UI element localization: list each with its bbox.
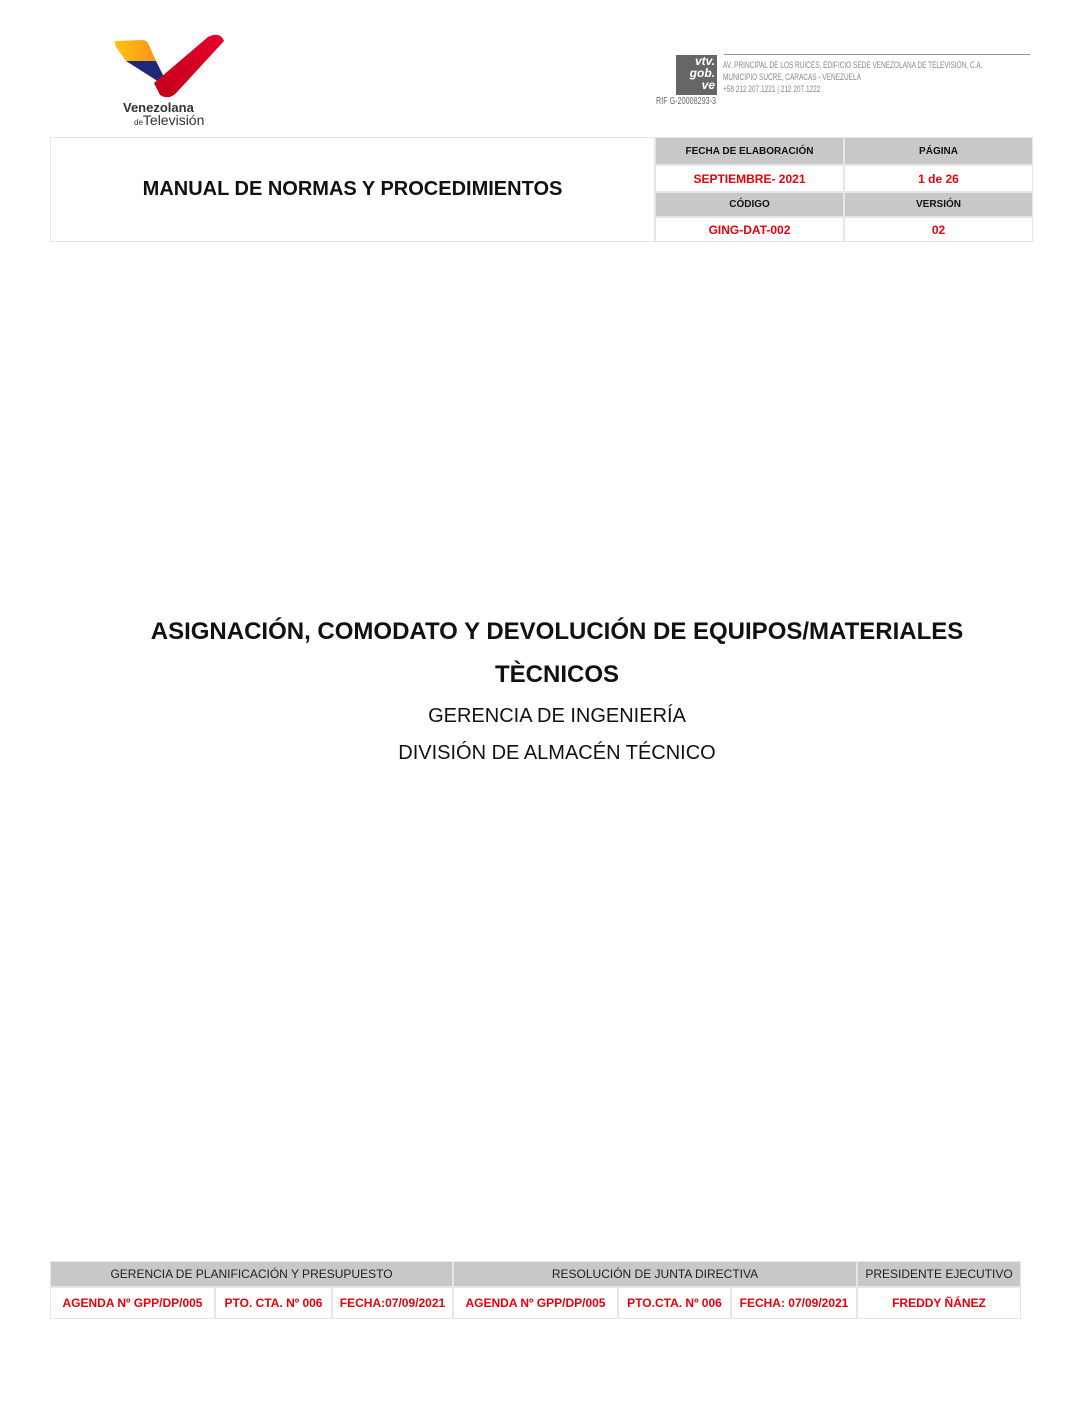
- codigo-label: CÓDIGO: [655, 192, 844, 217]
- fecha-value: SEPTIEMBRE- 2021: [655, 165, 844, 192]
- subtitle-gerencia: GERENCIA DE INGENIERÍA: [428, 705, 686, 727]
- badge-line: ve: [701, 78, 715, 92]
- contact-divider: [724, 54, 1030, 55]
- logo-television: Televisión: [142, 112, 205, 128]
- footer-header-presidente: PRESIDENTE EJECUTIVO: [857, 1261, 1021, 1287]
- footer-fecha-gpp: FECHA:07/09/2021: [332, 1287, 453, 1319]
- document-title-line1: ASIGNACIÓN, COMODATO Y DEVOLUCIÓN DE EQUIPOS/MATERIALES: [150, 618, 964, 645]
- footer-header-planificacion: GERENCIA DE PLANIFICACIÓN Y PRESUPUESTO: [50, 1261, 453, 1287]
- vtv-v-icon: [112, 33, 232, 103]
- footer-header-resolucion: RESOLUCIÓN DE JUNTA DIRECTIVA: [453, 1261, 857, 1287]
- manual-title: MANUAL DE NORMAS Y PROCEDIMIENTOS: [50, 137, 655, 242]
- footer-pto-cta-gpp: PTO. CTA. Nº 006: [215, 1287, 332, 1319]
- contact-address: [723, 59, 983, 95]
- document-title-line2: TÈCNICOS: [494, 661, 619, 688]
- footer-fecha-junta: FECHA: 07/09/2021: [731, 1287, 857, 1319]
- address-line-1: AV. PRINCIPAL DE LOS RUICES, EDIFICIO SEDE VENEZOLANA DE TELEVISIÓN, C.A.: [723, 60, 983, 70]
- subtitle-division: DIVISIÓN DE ALMACÉN TÉCNICO: [398, 742, 716, 764]
- version-label: VERSIÓN: [844, 192, 1033, 217]
- rif: RIF G-20008293-3: [656, 96, 717, 107]
- version-value: 02: [844, 217, 1033, 242]
- address-line-2: MUNICIPIO SUCRE, CARACAS - VENEZUELA: [723, 72, 861, 82]
- vtv-logo: [112, 33, 232, 128]
- badge-line: gob.: [689, 66, 715, 80]
- vtv-gob-badge: [676, 55, 717, 95]
- codigo-value: GING-DAT-002: [655, 217, 844, 242]
- footer-agenda-gpp: AGENDA Nº GPP/DP/005: [50, 1287, 215, 1319]
- fecha-label: FECHA DE ELABORACIÓN: [655, 137, 844, 165]
- logo-line1: Venezolana: [123, 100, 194, 115]
- footer-presidente-name: FREDDY ÑÁNEZ: [857, 1287, 1021, 1319]
- phones: +58 212 207.1221 | 212 207.1222: [723, 84, 821, 94]
- badge-line: vtv.: [694, 54, 715, 68]
- logo-line2: [134, 112, 204, 128]
- pagina-label: PÁGINA: [844, 137, 1033, 165]
- pagina-value: 1 de 26: [844, 165, 1033, 192]
- footer-pto-cta-junta: PTO.CTA. Nº 006: [618, 1287, 731, 1319]
- logo-de: de: [134, 118, 143, 127]
- footer-agenda-junta: AGENDA Nº GPP/DP/005: [453, 1287, 618, 1319]
